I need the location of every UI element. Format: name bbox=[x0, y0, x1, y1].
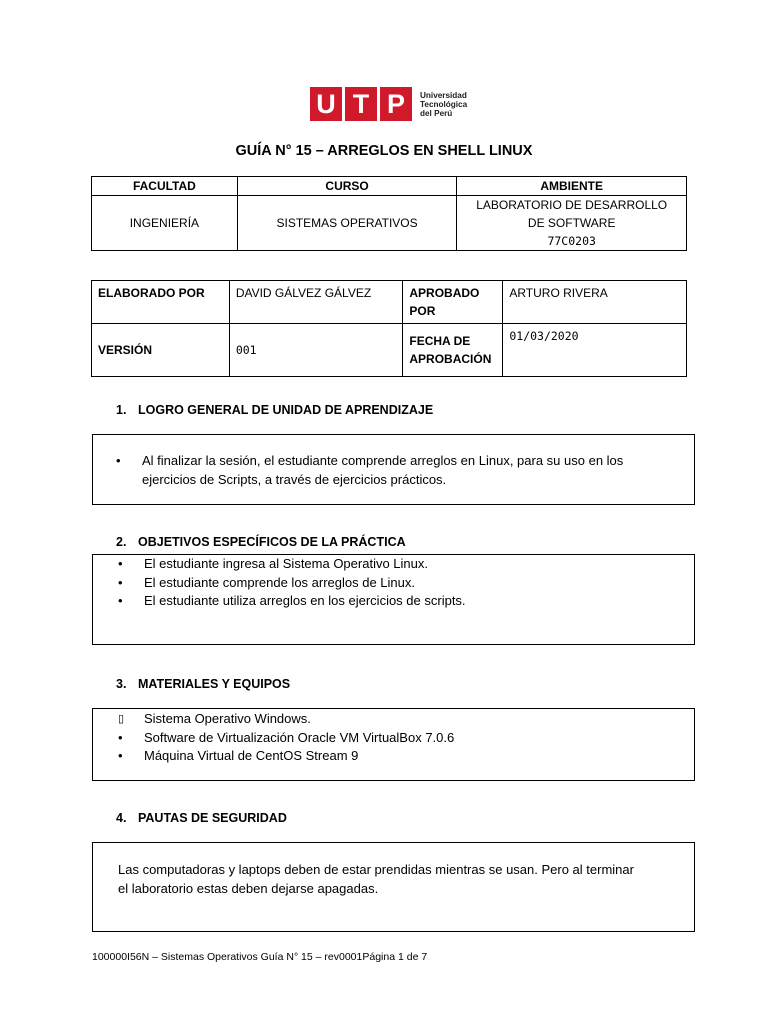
section-2-number: 2. bbox=[116, 535, 127, 549]
aprobado-label-line-1: APROBADO bbox=[409, 286, 480, 300]
logo-wordmark bbox=[420, 91, 467, 118]
header-curso: CURSO bbox=[237, 177, 457, 196]
section-4-text bbox=[118, 861, 688, 898]
list-item bbox=[118, 710, 678, 729]
list-item bbox=[118, 555, 678, 574]
objective-2: El estudiante comprende los arreglos de Linux. bbox=[144, 574, 415, 590]
objective-3: El estudiante utiliza arreglos en los ejercicios de scripts. bbox=[144, 593, 466, 608]
section-2-list bbox=[118, 555, 678, 611]
logo-line-3: del Perú bbox=[420, 108, 453, 118]
ambiente-line-1: LABORATORIO DE DESARROLLO bbox=[476, 198, 668, 212]
elaborado-label: ELABORADO POR bbox=[92, 281, 230, 324]
section-4-text-line-2: el laboratorio estas deben dejarse apagadas. bbox=[118, 880, 379, 896]
bullet-icon: • bbox=[118, 593, 123, 608]
section-3-list bbox=[118, 710, 678, 766]
logo-line-2: Tecnológica bbox=[420, 99, 468, 109]
section-1-text-line-1: Al finalizar la sesión, el estudiante comprende arreglos en Linux, para su uso en los bbox=[142, 453, 624, 468]
section-4-text-line-1: Las computadoras y laptops deben de estar prendidas mientras se usan. Pero al terminar bbox=[118, 862, 634, 877]
bullet-icon: • bbox=[118, 574, 123, 590]
section-1-title: LOGRO GENERAL DE UNIDAD DE APRENDIZAJE bbox=[138, 403, 434, 417]
aprobado-label bbox=[403, 281, 503, 324]
ambiente-code: 77C0203 bbox=[547, 234, 596, 248]
section-2-heading bbox=[116, 535, 406, 549]
header-ambiente: AMBIENTE bbox=[457, 177, 687, 196]
logo-letter-u: U bbox=[310, 87, 342, 121]
list-item bbox=[118, 729, 678, 748]
list-item bbox=[118, 574, 678, 593]
course-info-table bbox=[91, 176, 687, 251]
ambiente-line-2: DE SOFTWARE bbox=[527, 216, 616, 230]
material-1: Sistema Operativo Windows. bbox=[144, 711, 311, 726]
ambiente-value bbox=[457, 196, 687, 251]
page-footer: 100000I56N – Sistemas Operativos Guía N° 15 – rev0001Página 1 de 7 bbox=[92, 951, 428, 963]
section-4-heading bbox=[116, 811, 287, 825]
facultad-value: INGENIERÍA bbox=[92, 196, 238, 251]
material-2: Software de Virtualización Oracle VM VirtualBox 7.0.6 bbox=[144, 729, 455, 745]
curso-value: SISTEMAS OPERATIVOS bbox=[237, 196, 457, 251]
material-3: Máquina Virtual de CentOS Stream 9 bbox=[144, 748, 359, 763]
fecha-label bbox=[403, 324, 503, 377]
section-1-heading bbox=[116, 403, 433, 417]
logo-line-1: Universidad bbox=[420, 90, 467, 100]
utp-logo bbox=[310, 87, 467, 121]
version-label: VERSIÓN bbox=[92, 324, 230, 377]
section-3-title: MATERIALES Y EQUIPOS bbox=[138, 677, 291, 691]
section-3-number: 3. bbox=[116, 677, 127, 691]
bullet-icon: • bbox=[118, 556, 123, 571]
logo-letter-p: P bbox=[380, 87, 412, 121]
bullet-icon: • bbox=[118, 729, 123, 745]
aprobado-value: ARTURO RIVERA bbox=[503, 281, 687, 324]
authorship-table bbox=[91, 280, 687, 377]
section-1-list bbox=[116, 452, 676, 489]
list-item bbox=[116, 452, 676, 489]
section-3-heading bbox=[116, 677, 290, 691]
section-2-title: OBJETIVOS ESPECÍFICOS DE LA PRÁCTICA bbox=[138, 535, 406, 549]
logo-letter-t: T bbox=[345, 87, 377, 121]
section-4-title: PAUTAS DE SEGURIDAD bbox=[138, 811, 287, 825]
aprobado-label-line-2: POR bbox=[409, 304, 436, 318]
section-1-number: 1. bbox=[116, 403, 127, 417]
elaborado-value: DAVID GÁLVEZ GÁLVEZ bbox=[229, 281, 403, 324]
list-item bbox=[118, 747, 678, 766]
objective-1: El estudiante ingresa al Sistema Operativo Linux. bbox=[144, 556, 428, 571]
section-1-text-line-2: ejercicios de Scripts, a través de ejercicios prácticos. bbox=[142, 471, 447, 487]
fecha-value: 01/03/2020 bbox=[503, 324, 687, 377]
fecha-label-line-1: FECHA DE bbox=[409, 334, 471, 348]
missing-glyph-icon: ▯ bbox=[118, 713, 125, 725]
bullet-icon: • bbox=[116, 453, 121, 468]
section-4-number: 4. bbox=[116, 811, 127, 825]
fecha-label-line-2: APROBACIÓN bbox=[409, 352, 492, 366]
header-facultad: FACULTAD bbox=[92, 177, 238, 196]
bullet-icon: • bbox=[118, 748, 123, 763]
document-title: GUÍA N° 15 – ARREGLOS EN SHELL LINUX bbox=[235, 143, 533, 159]
version-value: 001 bbox=[229, 324, 403, 377]
list-item bbox=[118, 592, 678, 611]
